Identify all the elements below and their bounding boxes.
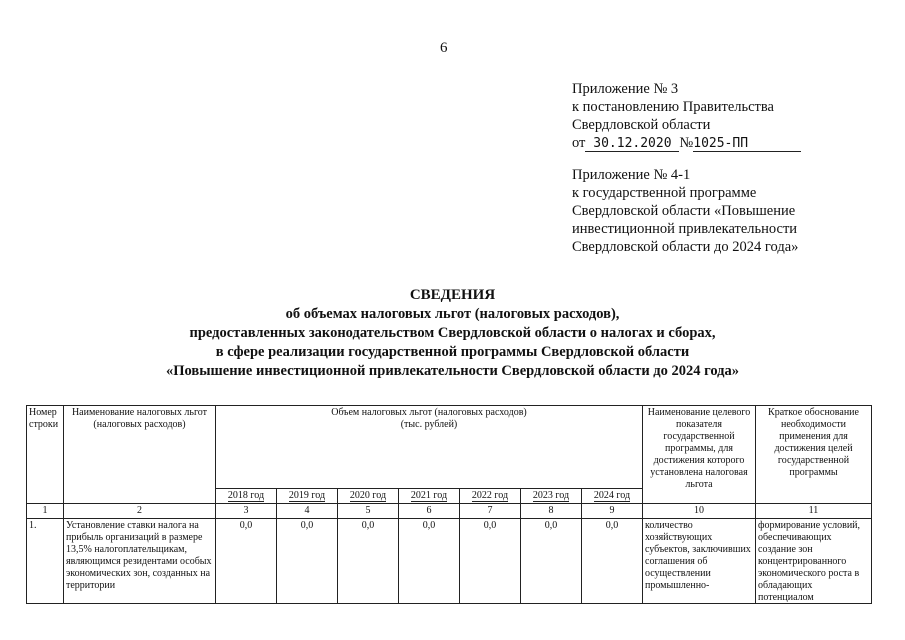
column-number: 10 [643,504,756,519]
appendix-2-line4: инвестиционной привлекательности [572,221,798,237]
year-2022 [460,489,521,504]
document-title [0,286,905,381]
title-main: СВЕДЕНИЯ [409,287,496,303]
column-number: 11 [756,504,872,519]
column-number: 1 [27,504,64,519]
header-name [64,406,216,504]
appendix-date-line [572,134,801,152]
value-cell [277,519,338,604]
row-name: Установление ставки налога на прибыль организаций в размере 13,5% налогоплательщикам, являющимся резидентами особых экономических зон, созданных на территории [66,520,212,591]
value-cell [582,519,643,604]
appendix-3-header [572,80,801,152]
title-line4: «Повышение инвестиционной привлекательности Свердловской области до 2024 года» [165,363,740,379]
value-2023: 0,0 [544,520,558,531]
resolution-date: 30.12.2020 [593,136,672,151]
number-prefix: № [679,135,694,151]
appendix-2-line5: Свердловской области до 2024 года» [572,239,799,255]
value-cell [216,519,277,604]
year-label: 2018 год [227,490,265,501]
date-prefix: от [572,135,586,151]
value-cell [338,519,399,604]
value-2019: 0,0 [300,520,314,531]
column-number: 2 [64,504,216,519]
column-number: 5 [338,504,399,519]
column-number: 9 [582,504,643,519]
year-2023 [521,489,582,504]
justification-cell [756,519,872,604]
year-label: 2021 год [410,490,448,501]
year-label: 2022 год [471,490,509,501]
appendix-2-line3: Свердловской области «Повышение [572,203,796,219]
row-name-cell [64,519,216,604]
header-name-text: Наименование налоговых льгот (налоговых расходов) [71,407,208,430]
value-2024: 0,0 [605,520,619,531]
year-2018 [216,489,277,504]
header-volume [216,406,643,489]
header-row-number: Номер строки [27,406,64,504]
row-number: 1. [29,520,37,531]
column-number: 4 [277,504,338,519]
header-volume-unit: (тыс. рублей) [400,419,458,430]
value-cell [399,519,460,604]
column-number: 7 [460,504,521,519]
value-2018: 0,0 [239,520,253,531]
resolution-number: 1025-ПП [693,136,749,151]
year-2019 [277,489,338,504]
year-label: 2024 год [593,490,631,501]
appendix-1-line1: Приложение № 3 [572,81,679,97]
value-2021: 0,0 [422,520,436,531]
value-cell [460,519,521,604]
value-cell [521,519,582,604]
header-justification: Краткое обоснование необходимости применения для достижения целей государственной программы [756,406,872,504]
value-2022: 0,0 [483,520,497,531]
appendix-1-line2: к постановлению Правительства [572,99,774,115]
table-row [27,519,872,604]
column-number: 3 [216,504,277,519]
page-number: 6 [440,40,448,56]
year-label: 2023 год [532,490,570,501]
year-label: 2020 год [349,490,387,501]
appendix-2-line1: Приложение № 4-1 [572,167,691,183]
value-2020: 0,0 [361,520,375,531]
column-number-row [27,504,872,519]
year-2021 [399,489,460,504]
appendix-1-line3: Свердловской области [572,117,711,133]
row-number-cell [27,519,64,604]
header-volume-text: Объем налоговых льгот (налоговых расходов) [331,407,527,418]
title-line3: в сфере реализации государственной программы Свердловской области [215,344,690,360]
tax-benefits-table [26,405,872,604]
year-label: 2019 год [288,490,326,501]
year-2020 [338,489,399,504]
row-indicator: количество хозяйствующих субъектов, заключивших соглашения об осуществлении промышленно- [645,520,751,591]
header-indicator: Наименование целевого показателя государственной программы, для достижения которого установлена налоговая льгота [643,406,756,504]
title-line1: об объемах налоговых льгот (налоговых расходов), [285,306,620,322]
year-2024 [582,489,643,504]
indicator-cell [643,519,756,604]
title-line2: предоставленных законодательством Свердловской области о налогах и сборах, [189,325,716,341]
column-number: 8 [521,504,582,519]
row-justification: формирование условий, обеспечивающих создание зон концентрированного экономического роста в обладающих потенциалом [758,520,861,602]
appendix-2-line2: к государственной программе [572,185,757,201]
column-number: 6 [399,504,460,519]
appendix-4-1-header [572,166,798,256]
